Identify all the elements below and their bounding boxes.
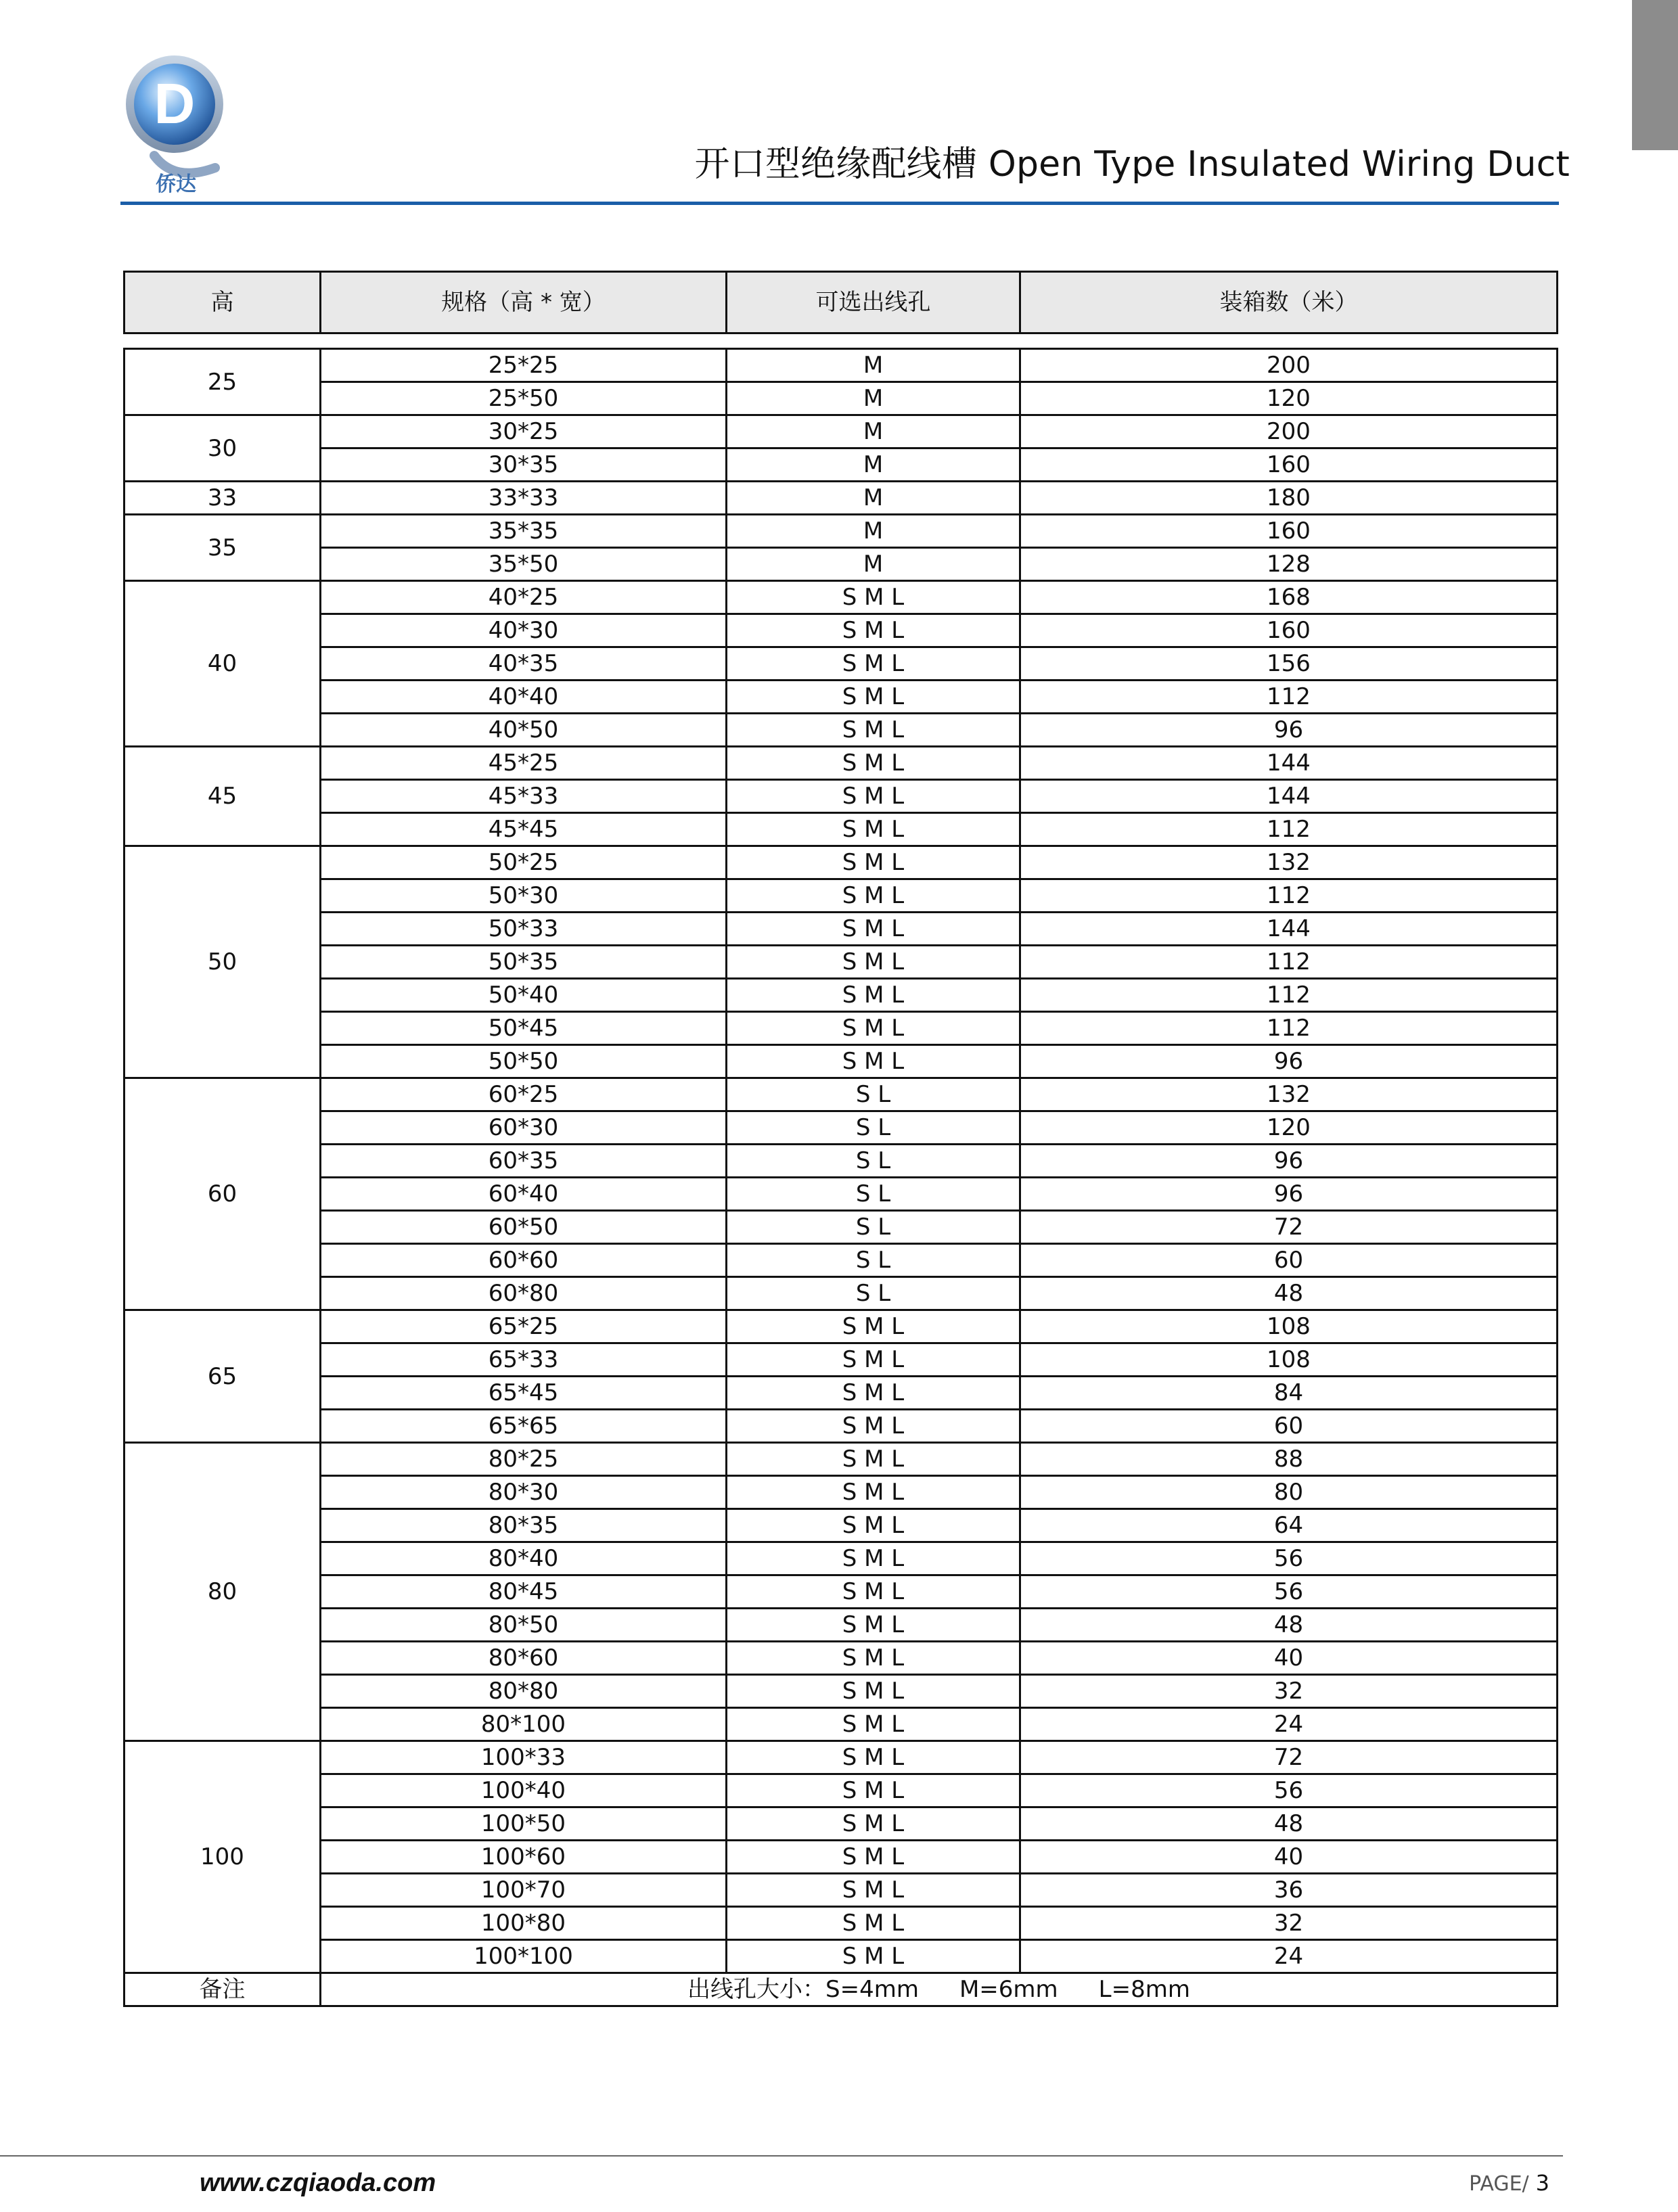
website-link[interactable]: www.czqiaoda.com <box>200 2169 436 2197</box>
table-row <box>124 1609 1558 1642</box>
box-qty-cell: 200 <box>1020 349 1558 382</box>
spec-table <box>123 271 1558 2007</box>
height-cell: 60 <box>124 1078 321 1310</box>
spec-cell: 35*35 <box>321 515 727 548</box>
table-row <box>124 515 1558 548</box>
spec-cell: 40*40 <box>321 681 727 714</box>
box-qty-cell: 144 <box>1020 780 1558 813</box>
box-qty-cell: 120 <box>1020 1111 1558 1145</box>
spec-cell: 30*25 <box>321 415 727 448</box>
note-s: S=4mm <box>825 1976 919 2003</box>
height-cell: 80 <box>124 1443 321 1741</box>
table-row <box>124 813 1558 846</box>
holes-cell: S M L <box>727 1907 1020 1940</box>
holes-cell: S L <box>727 1145 1020 1178</box>
height-cell: 65 <box>124 1310 321 1443</box>
table-row <box>124 1111 1558 1145</box>
box-qty-cell: 144 <box>1020 747 1558 780</box>
spec-cell: 50*35 <box>321 946 727 979</box>
spec-cell: 30*35 <box>321 448 727 482</box>
holes-cell: M <box>727 415 1020 448</box>
box-qty-cell: 40 <box>1020 1642 1558 1675</box>
spec-cell: 100*50 <box>321 1807 727 1841</box>
table-row <box>124 1542 1558 1575</box>
column-header: 装箱数（米） <box>1020 272 1558 333</box>
column-header: 高 <box>124 272 321 333</box>
spec-cell: 45*45 <box>321 813 727 846</box>
box-qty-cell: 144 <box>1020 913 1558 946</box>
holes-cell: S M L <box>727 1807 1020 1841</box>
spec-cell: 50*40 <box>321 979 727 1012</box>
holes-cell: S M L <box>727 1045 1020 1078</box>
gap-cell <box>124 333 1558 349</box>
table-row <box>124 1178 1558 1211</box>
spec-cell: 50*45 <box>321 1012 727 1045</box>
table-row <box>124 846 1558 879</box>
holes-cell: S L <box>727 1178 1020 1211</box>
table-row <box>124 747 1558 780</box>
box-qty-cell: 96 <box>1020 1178 1558 1211</box>
holes-cell: S M L <box>727 1377 1020 1410</box>
box-qty-cell: 160 <box>1020 515 1558 548</box>
spec-cell: 50*50 <box>321 1045 727 1078</box>
box-qty-cell: 112 <box>1020 879 1558 913</box>
holes-cell: M <box>727 515 1020 548</box>
box-qty-cell: 160 <box>1020 614 1558 647</box>
box-qty-cell: 168 <box>1020 581 1558 614</box>
box-qty-cell: 48 <box>1020 1277 1558 1310</box>
holes-cell: S M L <box>727 1012 1020 1045</box>
table-row <box>124 1509 1558 1542</box>
table-row <box>124 382 1558 415</box>
holes-cell: S M L <box>727 1575 1020 1609</box>
height-cell: 30 <box>124 415 321 482</box>
table-row <box>124 581 1558 614</box>
height-cell: 25 <box>124 349 321 415</box>
box-qty-cell: 24 <box>1020 1708 1558 1741</box>
column-header: 可选出线孔 <box>727 272 1020 333</box>
spec-cell: 80*40 <box>321 1542 727 1575</box>
note-label: 备注 <box>124 1973 321 2006</box>
spec-cell: 100*80 <box>321 1907 727 1940</box>
note-row <box>124 1973 1558 2006</box>
table-row <box>124 913 1558 946</box>
holes-cell: S M L <box>727 1476 1020 1509</box>
spec-cell: 80*35 <box>321 1509 727 1542</box>
table-gap <box>124 333 1558 349</box>
holes-cell: S M L <box>727 1542 1020 1575</box>
holes-cell: S M L <box>727 1410 1020 1443</box>
spec-cell: 35*50 <box>321 548 727 581</box>
holes-cell: S M L <box>727 1609 1020 1642</box>
spec-cell: 40*50 <box>321 714 727 747</box>
logo-text: 侨达 <box>156 172 196 196</box>
page-number: 3 <box>1535 2170 1549 2196</box>
spec-cell: 65*33 <box>321 1343 727 1377</box>
note-prefix: 出线孔大小： <box>687 1976 826 2003</box>
table-row <box>124 1741 1558 1774</box>
box-qty-cell: 96 <box>1020 714 1558 747</box>
spec-cell: 40*35 <box>321 647 727 681</box>
holes-cell: S M L <box>727 747 1020 780</box>
spec-cell: 25*25 <box>321 349 727 382</box>
spec-cell: 80*80 <box>321 1675 727 1708</box>
side-tab <box>1632 0 1678 150</box>
box-qty-cell: 96 <box>1020 1045 1558 1078</box>
table-row <box>124 1575 1558 1609</box>
note-m: M=6mm <box>959 1976 1058 2003</box>
box-qty-cell: 72 <box>1020 1211 1558 1244</box>
box-qty-cell: 112 <box>1020 1012 1558 1045</box>
box-qty-cell: 156 <box>1020 647 1558 681</box>
spec-cell: 50*25 <box>321 846 727 879</box>
box-qty-cell: 36 <box>1020 1874 1558 1907</box>
spec-cell: 45*25 <box>321 747 727 780</box>
height-cell: 50 <box>124 846 321 1078</box>
holes-cell: M <box>727 482 1020 515</box>
spec-cell: 100*33 <box>321 1741 727 1774</box>
table-row <box>124 448 1558 482</box>
table-row <box>124 1807 1558 1841</box>
holes-cell: S M L <box>727 1874 1020 1907</box>
holes-cell: M <box>727 382 1020 415</box>
table-row <box>124 714 1558 747</box>
holes-cell: S M L <box>727 813 1020 846</box>
note-content <box>321 1973 1558 2006</box>
table-row <box>124 1708 1558 1741</box>
spec-cell: 65*25 <box>321 1310 727 1343</box>
spec-cell: 60*80 <box>321 1277 727 1310</box>
holes-cell: S M L <box>727 1741 1020 1774</box>
spec-cell: 100*100 <box>321 1940 727 1973</box>
holes-cell: S M L <box>727 714 1020 747</box>
box-qty-cell: 60 <box>1020 1410 1558 1443</box>
spec-cell: 33*33 <box>321 482 727 515</box>
box-qty-cell: 48 <box>1020 1609 1558 1642</box>
holes-cell: S M L <box>727 1310 1020 1343</box>
box-qty-cell: 132 <box>1020 1078 1558 1111</box>
box-qty-cell: 112 <box>1020 946 1558 979</box>
table-row <box>124 415 1558 448</box>
holes-cell: S M L <box>727 1774 1020 1807</box>
company-logo <box>114 47 235 198</box>
spec-cell: 40*25 <box>321 581 727 614</box>
page-label: PAGE/ <box>1469 2172 1529 2196</box>
table-row <box>124 1343 1558 1377</box>
box-qty-cell: 32 <box>1020 1907 1558 1940</box>
spec-cell: 80*50 <box>321 1609 727 1642</box>
box-qty-cell: 80 <box>1020 1476 1558 1509</box>
box-qty-cell: 120 <box>1020 382 1558 415</box>
box-qty-cell: 56 <box>1020 1542 1558 1575</box>
holes-cell: S M L <box>727 1343 1020 1377</box>
table-row <box>124 1211 1558 1244</box>
spec-cell: 60*50 <box>321 1211 727 1244</box>
holes-cell: S L <box>727 1078 1020 1111</box>
holes-cell: S M L <box>727 1642 1020 1675</box>
holes-cell: S M L <box>727 1708 1020 1741</box>
holes-cell: S M L <box>727 780 1020 813</box>
table-row <box>124 482 1558 515</box>
box-qty-cell: 40 <box>1020 1841 1558 1874</box>
box-qty-cell: 160 <box>1020 448 1558 482</box>
spec-cell: 65*45 <box>321 1377 727 1410</box>
box-qty-cell: 84 <box>1020 1377 1558 1410</box>
spec-cell: 60*25 <box>321 1078 727 1111</box>
spec-cell: 100*60 <box>321 1841 727 1874</box>
table-row <box>124 1145 1558 1178</box>
footer-divider <box>0 2155 1563 2157</box>
box-qty-cell: 56 <box>1020 1575 1558 1609</box>
holes-cell: S M L <box>727 1940 1020 1973</box>
holes-cell: S M L <box>727 1841 1020 1874</box>
spec-cell: 60*60 <box>321 1244 727 1277</box>
table-row <box>124 979 1558 1012</box>
spec-cell: 60*40 <box>321 1178 727 1211</box>
holes-cell: S L <box>727 1244 1020 1277</box>
holes-cell: M <box>727 448 1020 482</box>
holes-cell: S M L <box>727 681 1020 714</box>
spec-cell: 80*60 <box>321 1642 727 1675</box>
box-qty-cell: 72 <box>1020 1741 1558 1774</box>
page-indicator <box>1469 2170 1549 2196</box>
spec-cell: 80*25 <box>321 1443 727 1476</box>
holes-cell: S L <box>727 1211 1020 1244</box>
spec-cell: 65*65 <box>321 1410 727 1443</box>
table-row <box>124 1841 1558 1874</box>
holes-cell: S M L <box>727 1509 1020 1542</box>
table-row <box>124 681 1558 714</box>
height-cell: 45 <box>124 747 321 846</box>
holes-cell: S M L <box>727 913 1020 946</box>
holes-cell: S M L <box>727 879 1020 913</box>
table-row <box>124 1277 1558 1310</box>
box-qty-cell: 48 <box>1020 1807 1558 1841</box>
holes-cell: M <box>727 548 1020 581</box>
spec-cell: 50*33 <box>321 913 727 946</box>
box-qty-cell: 200 <box>1020 415 1558 448</box>
box-qty-cell: 108 <box>1020 1310 1558 1343</box>
holes-cell: S M L <box>727 614 1020 647</box>
table-row <box>124 1642 1558 1675</box>
holes-cell: S M L <box>727 581 1020 614</box>
box-qty-cell: 64 <box>1020 1509 1558 1542</box>
box-qty-cell: 128 <box>1020 548 1558 581</box>
box-qty-cell: 88 <box>1020 1443 1558 1476</box>
spec-cell: 60*35 <box>321 1145 727 1178</box>
box-qty-cell: 112 <box>1020 979 1558 1012</box>
spec-cell: 100*70 <box>321 1874 727 1907</box>
holes-cell: S L <box>727 1111 1020 1145</box>
height-cell: 33 <box>124 482 321 515</box>
table-row <box>124 1443 1558 1476</box>
spec-cell: 80*45 <box>321 1575 727 1609</box>
box-qty-cell: 96 <box>1020 1145 1558 1178</box>
box-qty-cell: 56 <box>1020 1774 1558 1807</box>
table-body <box>124 333 1558 1973</box>
table-row <box>124 349 1558 382</box>
box-qty-cell: 24 <box>1020 1940 1558 1973</box>
table-row <box>124 548 1558 581</box>
table-row <box>124 647 1558 681</box>
spec-cell: 80*100 <box>321 1708 727 1741</box>
table-row <box>124 1940 1558 1973</box>
logo-letter: D <box>154 72 196 135</box>
table-row <box>124 1675 1558 1708</box>
table-row <box>124 1045 1558 1078</box>
note-l: L=8mm <box>1098 1976 1190 2003</box>
box-qty-cell: 112 <box>1020 813 1558 846</box>
table-row <box>124 1874 1558 1907</box>
spec-cell: 50*30 <box>321 879 727 913</box>
spec-cell: 80*30 <box>321 1476 727 1509</box>
table-row <box>124 1907 1558 1940</box>
table-header-row <box>124 272 1558 333</box>
height-cell: 35 <box>124 515 321 581</box>
table-row <box>124 1012 1558 1045</box>
box-qty-cell: 108 <box>1020 1343 1558 1377</box>
box-qty-cell: 32 <box>1020 1675 1558 1708</box>
holes-cell: S L <box>727 1277 1020 1310</box>
page-title: 开口型绝缘配线槽 Open Type Insulated Wiring Duct <box>694 144 1570 185</box>
holes-cell: S M L <box>727 979 1020 1012</box>
holes-cell: S M L <box>727 1443 1020 1476</box>
spec-cell: 25*50 <box>321 382 727 415</box>
header-divider <box>120 202 1559 205</box>
holes-cell: S M L <box>727 846 1020 879</box>
table-row <box>124 1476 1558 1509</box>
holes-cell: S M L <box>727 1675 1020 1708</box>
table-row <box>124 1774 1558 1807</box>
spec-cell: 45*33 <box>321 780 727 813</box>
table-row <box>124 1310 1558 1343</box>
table-row <box>124 946 1558 979</box>
table-row <box>124 1377 1558 1410</box>
height-cell: 40 <box>124 581 321 747</box>
box-qty-cell: 180 <box>1020 482 1558 515</box>
holes-cell: S M L <box>727 647 1020 681</box>
spec-cell: 40*30 <box>321 614 727 647</box>
spec-cell: 100*40 <box>321 1774 727 1807</box>
holes-cell: M <box>727 349 1020 382</box>
spec-cell: 60*30 <box>321 1111 727 1145</box>
box-qty-cell: 132 <box>1020 846 1558 879</box>
table-row <box>124 1078 1558 1111</box>
holes-cell: S M L <box>727 946 1020 979</box>
column-header: 规格（高 * 宽） <box>321 272 727 333</box>
box-qty-cell: 112 <box>1020 681 1558 714</box>
table-row <box>124 614 1558 647</box>
table-row <box>124 780 1558 813</box>
box-qty-cell: 60 <box>1020 1244 1558 1277</box>
table-row <box>124 1244 1558 1277</box>
height-cell: 100 <box>124 1741 321 1973</box>
table-row <box>124 879 1558 913</box>
table-row <box>124 1410 1558 1443</box>
